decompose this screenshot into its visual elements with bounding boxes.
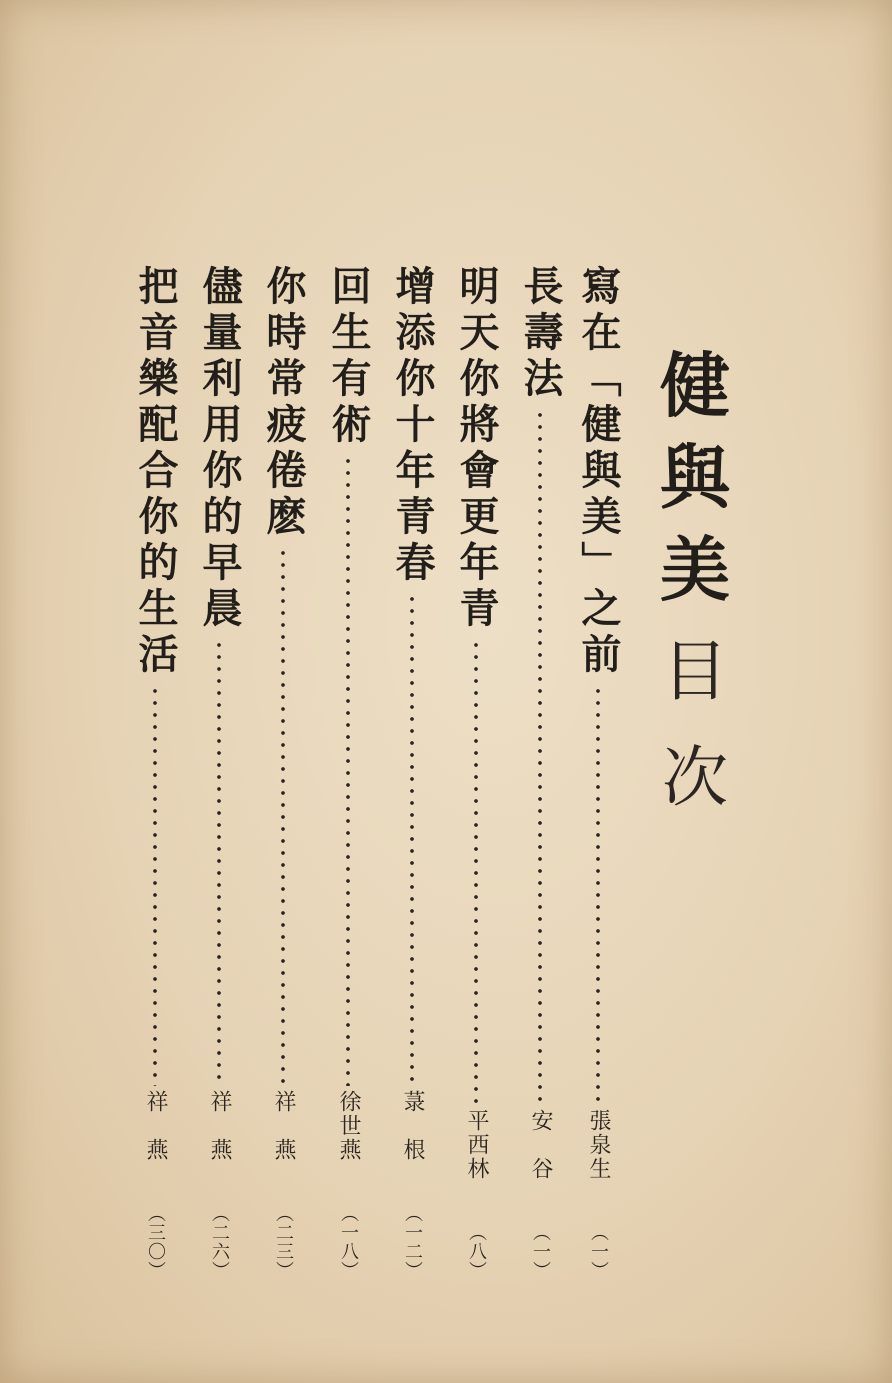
toc-entry-title: 回生有術 <box>325 265 371 449</box>
leader-dots <box>409 593 415 1086</box>
title-char: 與 <box>660 437 730 519</box>
toc-entry[interactable] <box>323 265 373 1280</box>
title-char: 美 <box>660 529 730 611</box>
title-char: 健 <box>660 345 730 427</box>
toc-entry-title: 長壽法 <box>517 265 563 403</box>
toc-entry-author: 祥燕 <box>143 1090 168 1186</box>
toc-entry-title: 寫在「健與美」之前 <box>575 265 621 679</box>
toc-entry-author: 祥燕 <box>271 1090 296 1186</box>
toc-entry-page: （一） <box>588 1223 609 1280</box>
toc-entry-title: 增添你十年青春 <box>389 265 435 587</box>
toc-entry-title: 儘量利用你的早晨 <box>196 265 242 633</box>
book-title <box>655 340 735 828</box>
toc-entry-page: （二三） <box>273 1204 294 1280</box>
leader-dots <box>595 685 601 1105</box>
toc-entry-page: （一八） <box>338 1204 359 1280</box>
toc-entry[interactable] <box>387 265 437 1280</box>
toc-entry-title: 把音樂配合你的生活 <box>132 265 178 679</box>
toc-entry[interactable] <box>573 265 623 1280</box>
toc-entry[interactable] <box>451 265 501 1280</box>
toc-entry-author: 安谷 <box>528 1109 553 1205</box>
toc-entry[interactable] <box>515 265 565 1280</box>
toc-entry-page: （八） <box>466 1223 487 1280</box>
toc-entry-page: （一二） <box>402 1204 423 1280</box>
leader-dots <box>280 547 286 1086</box>
toc-entry-page: （二六） <box>209 1204 230 1280</box>
toc-entry-title: 你時常疲倦麽 <box>260 265 306 541</box>
toc-entry-page: （一） <box>530 1223 551 1280</box>
contents-heading-char: 次 <box>662 739 728 816</box>
contents-heading-char: 目 <box>662 633 728 710</box>
toc-entry-author: 張泉生 <box>586 1109 611 1181</box>
toc-entry-author: 平西林 <box>464 1109 489 1181</box>
leader-dots <box>345 455 351 1086</box>
leader-dots <box>216 639 222 1086</box>
toc-entry[interactable] <box>258 265 308 1280</box>
toc-entry-author: 菉根 <box>400 1090 425 1186</box>
leader-dots <box>473 639 479 1105</box>
toc-entry-author: 徐世燕 <box>336 1090 361 1162</box>
toc-entry-title: 明天你將會更年青 <box>453 265 499 633</box>
leader-dots <box>537 409 543 1105</box>
toc-entry-author: 祥燕 <box>207 1090 232 1186</box>
toc-entry-page: （三〇） <box>145 1204 166 1280</box>
leader-dots <box>152 685 158 1086</box>
toc-entry[interactable] <box>194 265 244 1280</box>
toc-entry[interactable] <box>130 265 180 1280</box>
